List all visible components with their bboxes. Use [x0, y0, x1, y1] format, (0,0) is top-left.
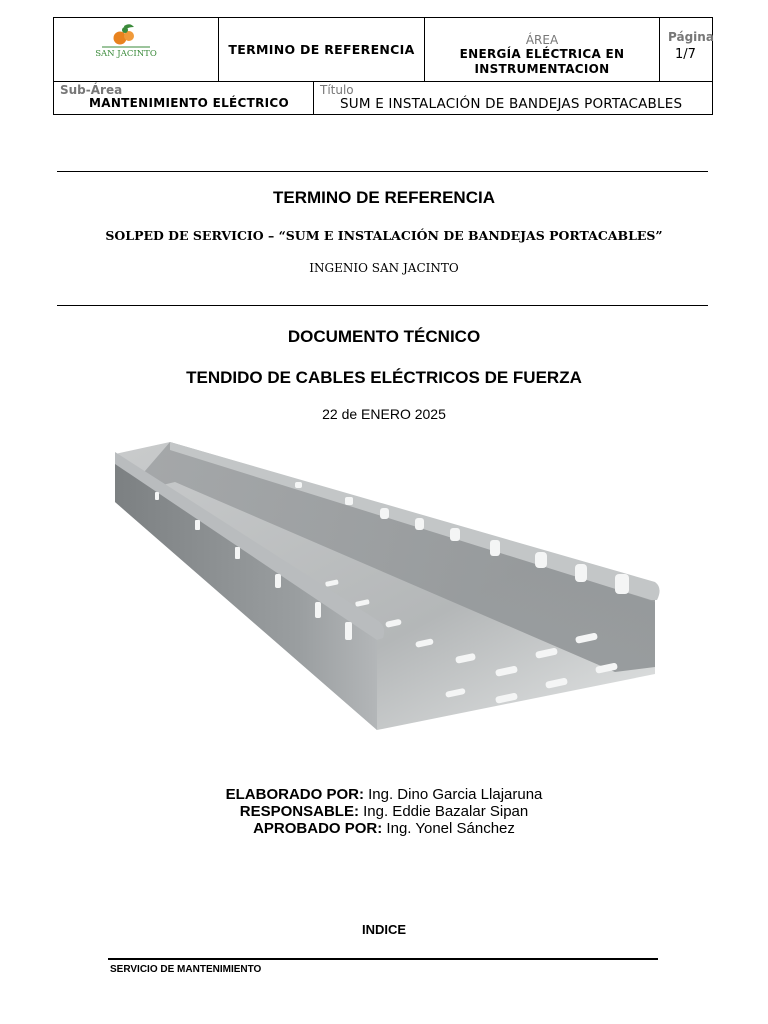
- area-cell: [425, 18, 660, 81]
- responsible-value: Ing. Eddie Bazalar Sipan: [358, 803, 529, 820]
- subarea-cell: [54, 82, 314, 115]
- title-label: Título: [320, 83, 354, 97]
- san-jacinto-logo: [54, 18, 219, 81]
- credits-approved: [0, 820, 768, 837]
- approved-value: Ing. Yonel Sánchez: [382, 820, 515, 837]
- title-value: SUM E INSTALACIÓN DE BANDEJAS PORTACABLES: [340, 96, 683, 112]
- credits-prepared: [0, 786, 768, 803]
- responsible-label: RESPONSABLE:: [239, 803, 359, 820]
- area-value-line1: ENERGÍA ELÉCTRICA EN: [459, 47, 625, 61]
- title-cell: [314, 82, 712, 115]
- logo-text: SAN JACINTO: [95, 49, 157, 59]
- header-row-2: [54, 81, 712, 115]
- document-kind: DOCUMENTO TÉCNICO: [287, 327, 481, 346]
- credits-responsible: [0, 803, 768, 820]
- subarea-value: MANTENIMIENTO ELÉCTRICO: [89, 96, 290, 110]
- company-name: INGENIO SAN JACINTO: [309, 261, 459, 275]
- area-label: ÁREA: [525, 33, 559, 47]
- approved-label: APROBADO POR:: [253, 820, 383, 837]
- footer-divider: [108, 958, 658, 960]
- divider-middle: [57, 305, 708, 306]
- logo-cell: [54, 18, 219, 81]
- cable-tray-image: [115, 442, 665, 732]
- index-heading: INDICE: [361, 922, 407, 937]
- header-table: [53, 17, 713, 115]
- document-type-cell: [219, 18, 425, 81]
- divider-top: [57, 171, 708, 172]
- page-label: Página: [668, 30, 714, 44]
- area-value-line2: INSTRUMENTACION: [474, 62, 610, 76]
- cover-main-title: TERMINO DE REFERENCIA: [273, 188, 495, 207]
- page-cell: [660, 18, 712, 81]
- prepared-label: ELABORADO POR:: [225, 786, 364, 803]
- footer-text: SERVICIO DE MANTENIMIENTO: [110, 964, 262, 975]
- document-date: 22 de ENERO 2025: [322, 406, 446, 422]
- subarea-label: Sub-Área: [60, 83, 123, 97]
- prepared-value: Ing. Dino Garcia Llajaruna: [363, 786, 543, 803]
- solped-line: SOLPED DE SERVICIO – “SUM E INSTALACIÓN DE BANDEJAS PORTACABLES”: [105, 228, 663, 243]
- document-subject: TENDIDO DE CABLES ELÉCTRICOS DE FUERZA: [186, 368, 582, 387]
- document-type: TERMINO DE REFERENCIA: [228, 42, 415, 57]
- page-number: 1/7: [675, 47, 696, 62]
